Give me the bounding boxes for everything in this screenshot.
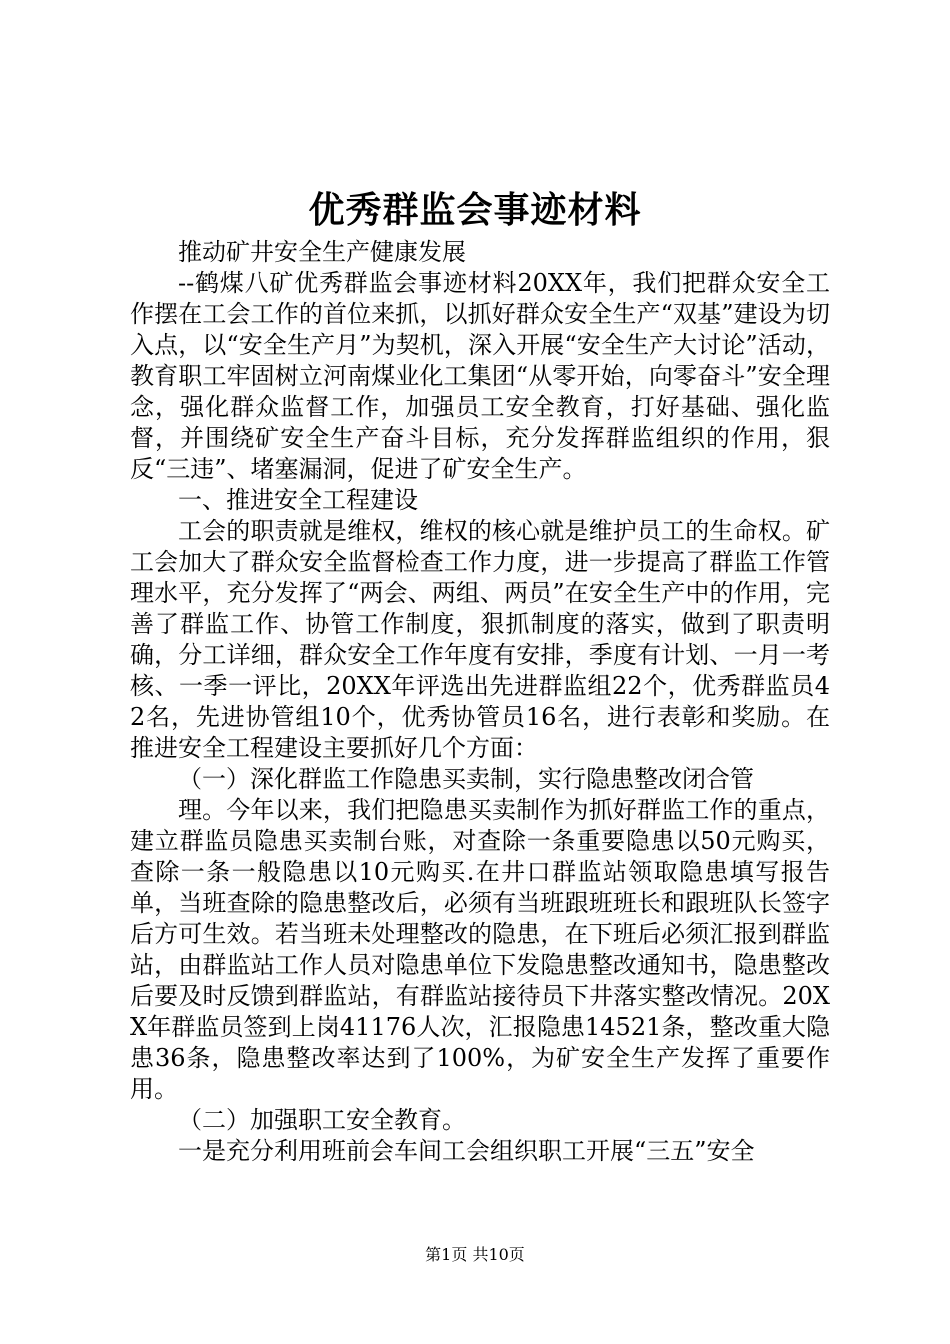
intro-paragraph: --鹤煤八矿优秀群监会事迹材料20XX年，我们把群众安全工作摆在工会工作的首位来抓，以抓好群众安全生产“双基”建设为切入点，以“安全生产月”为契机，深入开展“安全生产大讨论”活动，教育职工牢固树立河南煤业化工集团“从零开始，向零奋斗”安全理念，强化群众监督工作，加强员工安全教育，打好基础、强化监督，并围绕矿安全生产奋斗目标，充分发挥群监组织的作用，狠反“三违”、堵塞漏洞，促进了矿安全生产。 (130, 269, 830, 483)
subtitle-paragraph: 推动矿井安全生产健康发展 (178, 238, 466, 266)
subsection-1-paragraph: 理。今年以来，我们把隐患买卖制作为抓好群监工作的重点，建立群监员隐患买卖制台账，对查除一条重要隐患以50元购买，查除一条一般隐患以10元购买.在井口群监站领取隐患填写报告单，当班查除的隐患整改后，必须有当班跟班班长和跟班队长签字后方可生效。若当班未处理整改的隐患，在下班后必须汇报到群监站，由群监站工作人员对隐患单位下发隐患整改通知书，隐患整改后要及时反馈到群监站，有群监站接待员下井落实整改情况。20XX年群监员签到上岗41176人次，汇报隐患14521条，整改重大隐患36条，隐患整改率达到了100%，为矿安全生产发挥了重要作用。 (130, 796, 830, 1103)
section-heading-1: 一、推进安全工程建设 (178, 486, 418, 514)
subsection-heading-1: （一）深化群监工作隐患买卖制，实行隐患整改闭合管 (178, 765, 754, 793)
subsection-2-paragraph: 一是充分利用班前会车间工会组织职工开展“三五”安全 (178, 1137, 755, 1165)
document-title: 优秀群监会事迹材料 (308, 189, 642, 231)
subsection-heading-2: （二）加强职工安全教育。 (178, 1106, 466, 1134)
section-1-paragraph: 工会的职责就是维权，维权的核心就是维护员工的生命权。矿工会加大了群众安全监督检查工作力度，进一步提高了群监工作管理水平，充分发挥了“两会、两组、两员”在安全生产中的作用，完善了群监工作、协管工作制度，狠抓制度的落实，做到了职责明确，分工详细，群众安全工作年度有安排，季度有计划、一月一考核、一季一评比，20XX年评选出先进群监组22个，优秀群监员42名，先进协管组10个，优秀协管员16名，进行表彰和奖励。在推进安全工程建设主要抓好几个方面： (130, 517, 830, 762)
page-footer: 第1页 共10页 (425, 1245, 525, 1264)
document-body (130, 237, 830, 1167)
